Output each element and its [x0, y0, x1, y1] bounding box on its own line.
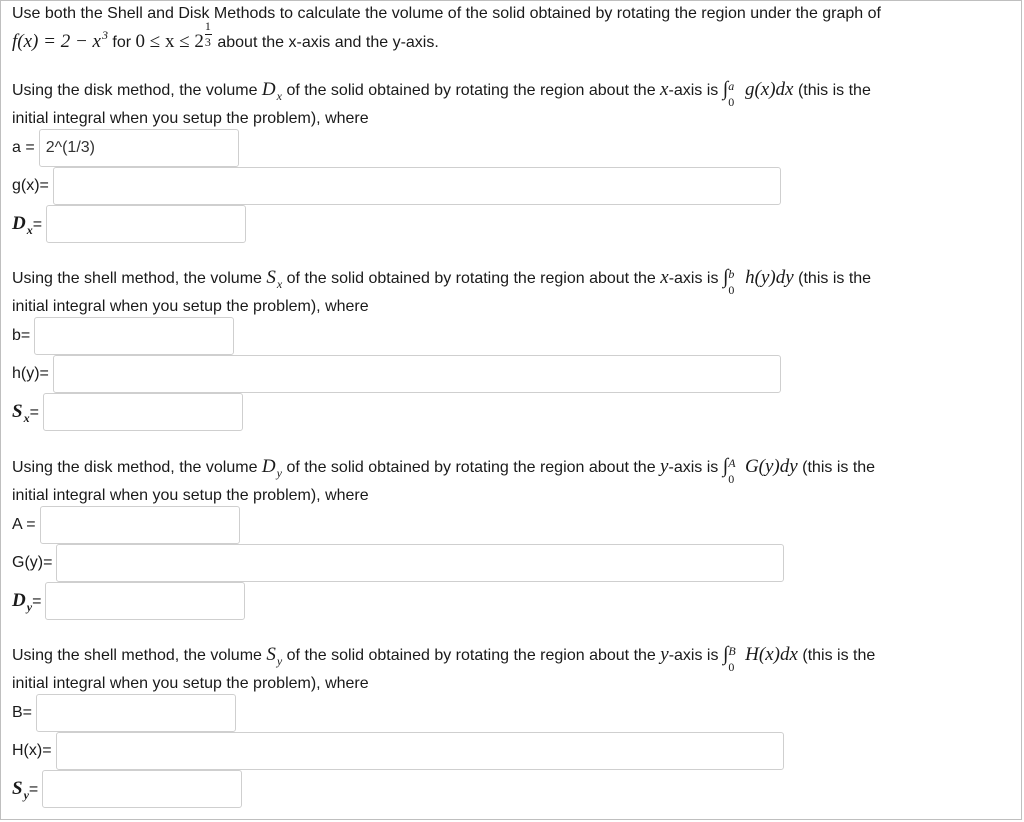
section-line-2: initial integral when you setup the problem), where	[12, 487, 369, 504]
volume-sy-input[interactable]	[42, 770, 242, 808]
integral-expression: ∫ A 0 G(y)dy	[722, 455, 798, 486]
volume-dx-row	[12, 205, 246, 243]
volume-dy-label: $D_y=$	[12, 590, 42, 614]
limit-a-row	[12, 129, 239, 167]
volume-dx-input[interactable]	[46, 205, 246, 243]
function-definition: $f(x) = 2 - x^3$	[12, 28, 108, 52]
volume-dy-row	[12, 582, 245, 620]
limit-b-input[interactable]	[34, 317, 234, 355]
limit-a-label: a =	[12, 139, 35, 156]
for-text: for	[112, 34, 132, 51]
volume-dy-input[interactable]	[45, 582, 245, 620]
limit-a-input[interactable]	[39, 129, 239, 167]
limit-B-label: B=	[12, 704, 33, 721]
G-function-input[interactable]	[56, 544, 784, 582]
section-line-1: Using the shell method, the volume $S_x$ of the solid obtained by rotating the region about the x-axis is ∫ b 0 h(y)dy (this is the	[12, 266, 872, 297]
section-line-1: Using the disk method, the volume $D_x$ of the solid obtained by rotating the region about the x-axis is ∫ a 0 g(x)dx (this is the	[12, 78, 871, 109]
problem-line-2	[12, 19, 1012, 57]
domain-range: 0 ≤ x ≤ 2 $\frac{1}{3}$	[135, 19, 211, 52]
g-function-input[interactable]	[53, 167, 781, 205]
volume-sx-row	[12, 393, 243, 431]
H-function-input[interactable]	[56, 732, 784, 770]
G-function-label: G(y)=	[12, 554, 53, 571]
volume-symbol: $D_y$	[261, 456, 282, 480]
H-function-row	[12, 732, 784, 770]
h-function-row	[12, 355, 781, 393]
section-line-1: Using the shell method, the volume $S_y$ of the solid obtained by rotating the region about the y-axis is ∫ B 0 H(x)dx (this is the	[12, 643, 876, 674]
range-exponent: $\frac{1}{3}$	[204, 19, 211, 49]
limit-A-row	[12, 506, 240, 544]
volume-symbol: $S_y$	[266, 644, 283, 668]
volume-sx-label: $S_x=$	[12, 401, 39, 425]
problem-line-1: Use both the Shell and Disk Methods to calculate the volume of the solid obtained by rotating the region under the graph of	[12, 5, 881, 22]
section-shell-y-text	[12, 640, 1012, 698]
G-function-row	[12, 544, 784, 582]
integral-expression: ∫ b 0 h(y)dy	[722, 266, 794, 297]
H-function-label: H(x)=	[12, 742, 52, 759]
volume-sy-row	[12, 770, 242, 808]
section-shell-x-text	[12, 263, 1012, 321]
problem-tail: about the x-axis and the y-axis.	[217, 34, 439, 51]
problem-statement	[12, 0, 1012, 57]
limit-b-row	[12, 317, 234, 355]
integral-expression: ∫ a 0 g(x)dx	[722, 78, 794, 109]
section-line-2: initial integral when you setup the problem), where	[12, 675, 369, 692]
limit-B-input[interactable]	[36, 694, 236, 732]
limit-A-input[interactable]	[40, 506, 240, 544]
volume-dx-label: $D_x=$	[12, 213, 43, 237]
volume-symbol: $D_x$	[261, 79, 282, 103]
h-function-input[interactable]	[53, 355, 781, 393]
g-function-label: g(x)=	[12, 177, 49, 194]
h-function-label: h(y)=	[12, 365, 49, 382]
limit-b-label: b=	[12, 327, 31, 344]
section-disk-x-text	[12, 75, 1012, 133]
volume-symbol: $S_x$	[266, 267, 283, 291]
section-line-1: Using the disk method, the volume $D_y$ of the solid obtained by rotating the region about the y-axis is ∫ A 0 G(y)dy (this is the	[12, 455, 876, 486]
section-line-2: initial integral when you setup the problem), where	[12, 298, 369, 315]
volume-sx-input[interactable]	[43, 393, 243, 431]
limit-B-row	[12, 694, 236, 732]
volume-sy-label: $S_y=$	[12, 778, 39, 802]
limit-A-label: A =	[12, 516, 36, 533]
section-disk-y-text	[12, 452, 1012, 510]
g-function-row	[12, 167, 781, 205]
integral-expression: ∫ B 0 H(x)dx	[722, 643, 798, 674]
section-line-2: initial integral when you setup the problem), where	[12, 110, 369, 127]
